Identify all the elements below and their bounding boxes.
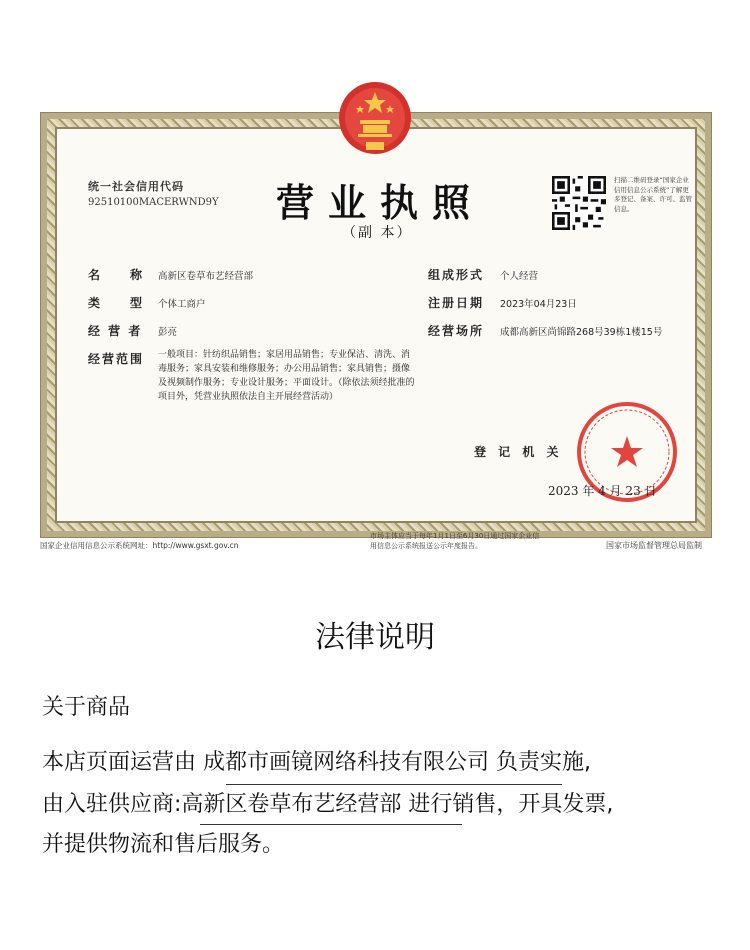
registration-date-value: 2023年04月23日 — [500, 299, 577, 310]
legal-line-1: 本店页面运营由 成都市画镜网络科技有限公司 负责实施, — [42, 750, 591, 775]
license-subtitle: （副 本） — [342, 225, 413, 241]
registration-authority-label: 登 记 机 关 — [474, 445, 563, 459]
issuer-note: 国家市场监督管理总局监制 — [606, 541, 702, 550]
issue-date: 2023 年 4 月 23 日 — [548, 484, 657, 498]
license-title: 营业执照 — [276, 180, 485, 225]
legal-line-3: 并提供物流和售后服务。 — [42, 832, 285, 857]
credit-code-label: 统一社会信用代码 — [88, 180, 184, 193]
credit-code-value: 92510100MACERWND9Y — [88, 197, 219, 208]
about-product-heading: 关于商品 — [42, 695, 131, 720]
scope-label: 经营范围 — [88, 352, 145, 366]
annual-report-note: 市场主体应当于每年1月1日至6月30日通过国家企业信用信息公示系统报送公示年度报告。 — [370, 532, 540, 550]
name-value: 高新区卷草布艺经营部 — [158, 271, 254, 282]
qr-note: 扫描二维码登录“国家企业信用信息公示系统”了解更多登记、备案、许可、监管信息。 — [614, 176, 692, 213]
legal-title: 法律说明 — [315, 620, 435, 655]
legal-line-2: 由入驻供应商:高新区卷草布艺经营部 进行销售，开具发票, — [42, 792, 614, 817]
operator-value: 彭亮 — [158, 327, 178, 338]
business-place-label: 经营场所 — [428, 324, 485, 338]
registration-date-label: 注册日期 — [428, 296, 485, 310]
operator-label: 经 营 者 — [88, 324, 143, 338]
supplier-underline — [200, 824, 462, 825]
form-value: 个人经营 — [500, 271, 539, 282]
scope-value: 一般项目：针纺织品销售；家居用品销售；专业保洁、清洗、消毒服务；家具安装和维修服务；办公用品销售；家具销售；摄像及视频制作服务；专业设计服务；平面设计。（除依法须经批准的项目外，凭营业执照依法自主开展经营活动） — [158, 350, 415, 402]
form-label: 组成形式 — [428, 268, 485, 282]
national-emblem-icon — [336, 78, 414, 158]
company-underline — [226, 784, 562, 785]
business-place-value: 成都高新区尚锦路268号39栋1楼15号 — [500, 327, 663, 338]
type-label: 类 型 — [88, 296, 145, 310]
type-value: 个体工商户 — [158, 299, 206, 310]
qr-code-icon[interactable] — [552, 176, 606, 230]
gsxt-website-note: 国家企业信用信息公示系统网址：http://www.gsxt.gov.cn — [40, 541, 239, 550]
name-label: 名 称 — [88, 268, 145, 282]
